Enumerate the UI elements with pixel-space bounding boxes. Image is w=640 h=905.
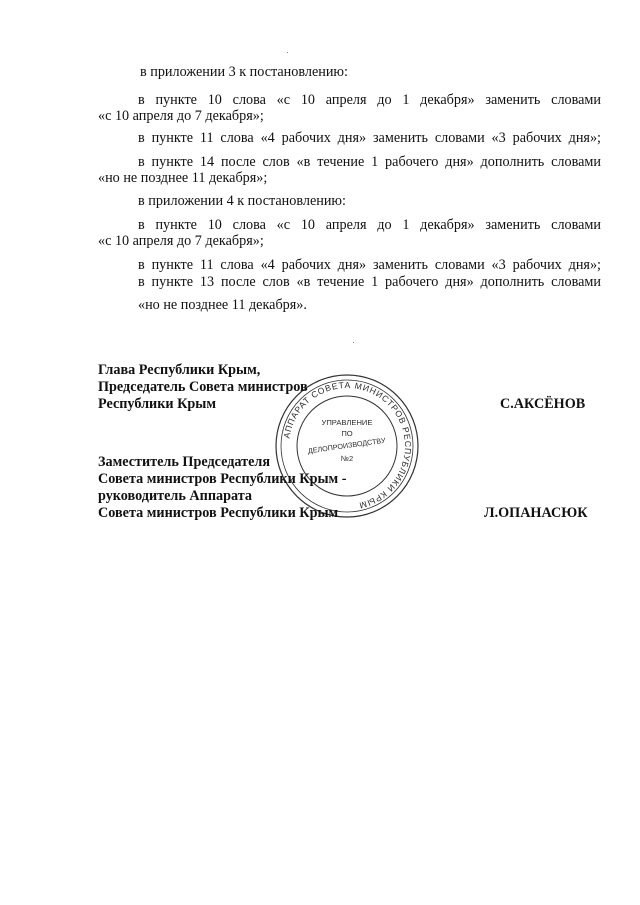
- paragraph-annex3-item10-line2: «с 10 апреля до 7 декабря»;: [98, 108, 264, 124]
- paragraph-annex4-item13-line1: в пункте 13 после слов «в течение 1 рабочего дня» дополнить словами: [138, 274, 601, 290]
- signatory1-title-line3: Республики Крым: [98, 396, 217, 412]
- paragraph-annex4-item13-line2: «но не позднее 11 декабря».: [138, 297, 307, 313]
- stamp-inner-line3: ДЕЛОПРОИЗВОДСТВУ: [307, 435, 386, 456]
- signatory2-name: Л.ОПАНАСЮК: [484, 505, 588, 521]
- signatory2-title-line1: Заместитель Председателя: [98, 454, 271, 470]
- paragraph-annex4-item10-line2: «с 10 апреля до 7 декабря»;: [98, 233, 264, 249]
- signatory1-title-line2: Председатель Совета министров: [98, 379, 308, 395]
- signatory1-name: С.АКСЁНОВ: [500, 396, 586, 412]
- signatory2-title-line2: Совета министров Республики Крым -: [98, 471, 347, 487]
- signatory2-title-line3: руководитель Аппарата: [98, 488, 252, 504]
- stamp-inner-line4: №2: [340, 454, 354, 463]
- paragraph-annex4-heading: в приложении 4 к постановлению:: [138, 193, 346, 209]
- paragraph-annex4-item11: в пункте 11 слова «4 рабочих дня» заменить словами «3 рабочих дня»;: [138, 257, 601, 273]
- scan-speck: [353, 342, 354, 343]
- signatory1-title-line1: Глава Республики Крым,: [98, 362, 261, 378]
- stamp-ring-text: АППАРАТ СОВЕТА МИНИСТРОВ РЕСПУБЛИКИ КРЫМ: [281, 379, 414, 511]
- paragraph-annex4-item10-line1: в пункте 10 слова «с 10 апреля до 1 декабря» заменить словами: [138, 217, 601, 233]
- stamp-inner-line1: УПРАВЛЕНИЕ: [321, 418, 373, 427]
- scan-speck: [287, 52, 288, 53]
- paragraph-annex3-item14-line1: в пункте 14 после слов «в течение 1 рабочего дня» дополнить словами: [138, 154, 601, 170]
- paragraph-annex3-item14-line2: «но не позднее 11 декабря»;: [98, 170, 268, 186]
- paragraph-annex3-heading: в приложении 3 к постановлению:: [140, 64, 348, 80]
- signatory2-title-line4: Совета министров Республики Крым: [98, 505, 339, 521]
- paragraph-annex3-item11: в пункте 11 слова «4 рабочих дня» заменить словами «3 рабочих дня»;: [138, 130, 601, 146]
- paragraph-annex3-item10-line1: в пункте 10 слова «с 10 апреля до 1 декабря» заменить словами: [138, 92, 601, 108]
- stamp-inner-line2: ПО: [341, 429, 353, 438]
